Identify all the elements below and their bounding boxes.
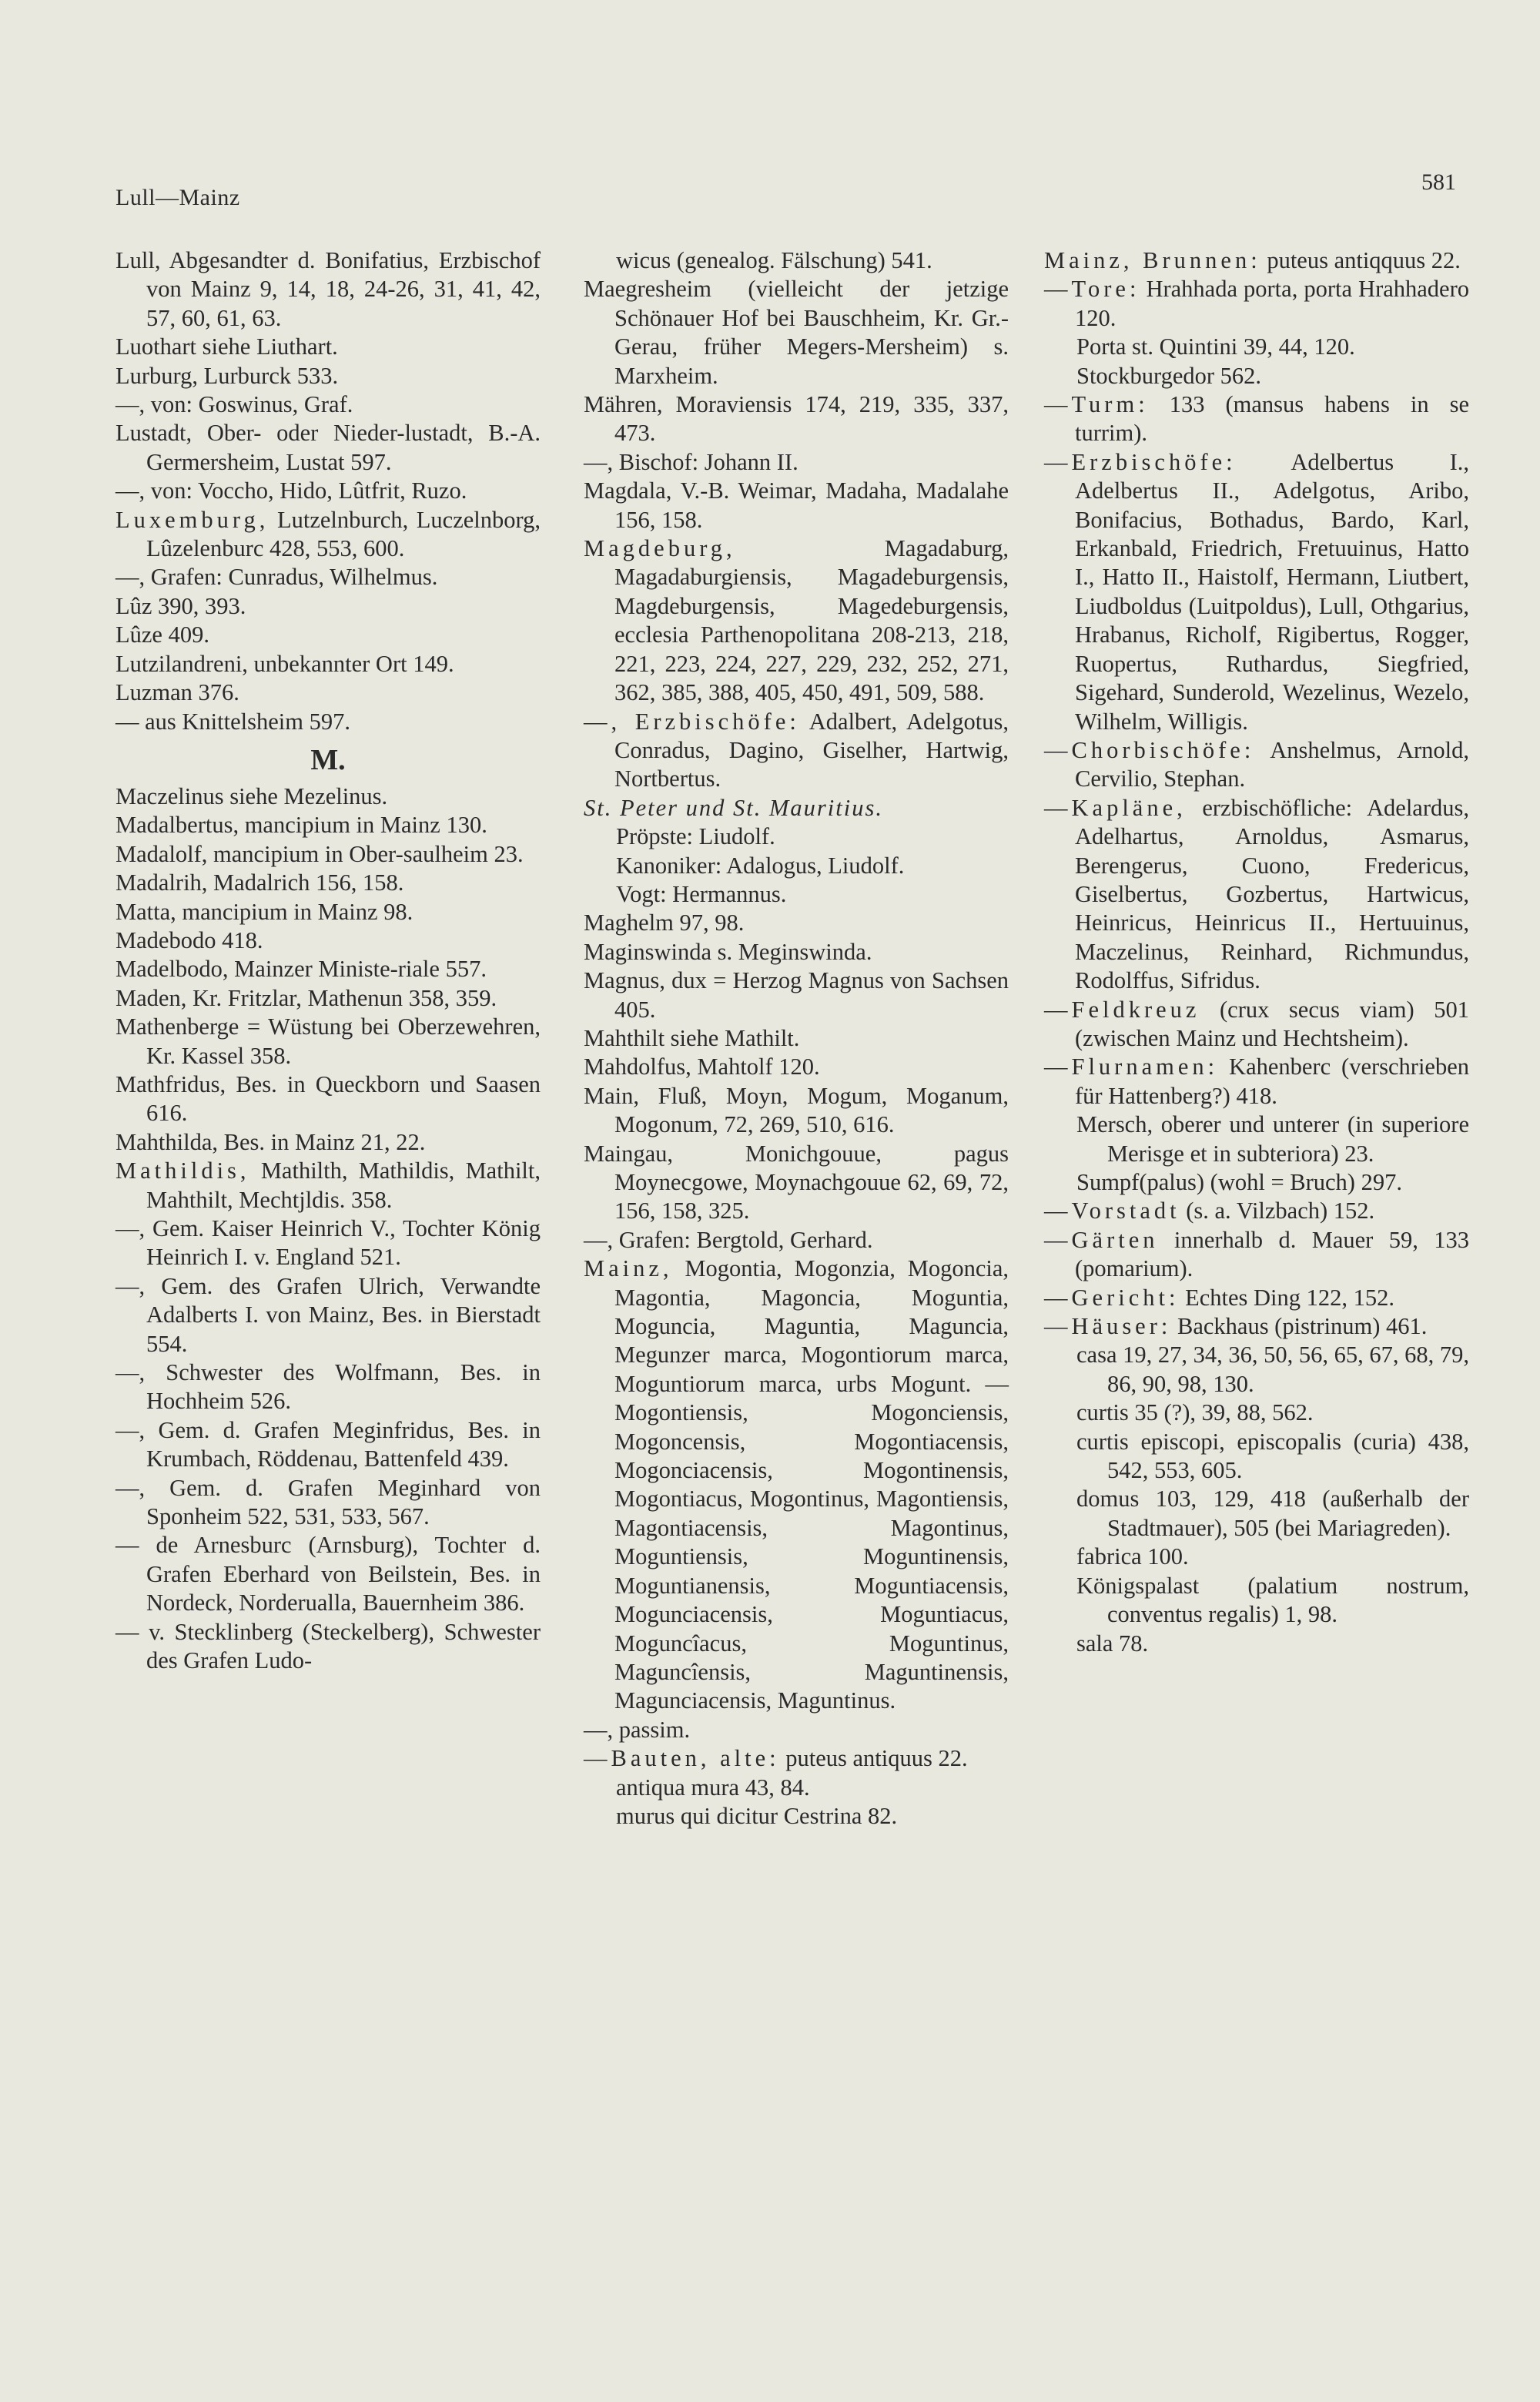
entry-text: Magadaburg, Magadaburgiensis, Magadeburgensis, Magdeburgensis, Magedeburgensis, ecclesia Parthenopolitana 208-213, 218, 221, 223, 224, 227, 229, 232, 252, 271, 362, 385, 388, 405, 450, 491, 509, 588. — [614, 535, 1009, 706]
entry-text: casa 19, 27, 34, 36, 50, 56, 65, 67, 68, 79, 86, 90, 98, 130. — [1076, 1342, 1469, 1397]
index-entry — [116, 811, 541, 839]
entry-lead: —Bauten, alte: — [584, 1745, 780, 1772]
entry-text: Madebodo 418. — [116, 926, 263, 953]
entry-text: Backhaus (pistrinum) 461. — [1171, 1313, 1428, 1340]
index-entry — [116, 678, 541, 707]
index-entry — [116, 1214, 541, 1272]
entry-text: Mogontia, Mogonzia, Mogoncia, Magontia, Magoncia, Moguntia, Moguncia, Maguntia, Maguncia, Megunzer marca, Mogontiorum marca, Moguntiorum marca, urbs Mogunt. — Mogontiensis, Mogonciensis, Mogoncensis, Mogontiacensis, Mogonciacensis, Mogontinensis, Mogontiacus, Mogontinus, Magontiensis, Magontiacensis, Magontinus, Moguntiensis, Moguntinensis, Moguntianensis, Moguntiacensis, Mogunciacensis, Moguntiacus, Moguncîacus, Moguntinus, Maguncîensis, Maguntinensis, Magunciacensis, Maguntinus. — [614, 1255, 1009, 1714]
index-entry — [1044, 1543, 1469, 1571]
entry-text: Mahdolfus, Mahtolf 120. — [584, 1054, 820, 1080]
entry-lead: —Gericht: — [1044, 1284, 1180, 1311]
index-entry — [116, 390, 541, 419]
entry-text: Maden, Kr. Fritzlar, Mathenun 358, 359. — [116, 984, 497, 1011]
entry-text: Maczelinus siehe Mezelinus. — [116, 782, 388, 809]
index-entry — [1044, 794, 1469, 996]
entry-text: Anshelmus, Arnold, Cervilio, Stephan. — [1075, 736, 1469, 792]
entry-text: Adelbertus I., Adelbertus II., Adelgotus, Aribo, Bonifacius, Bothadus, Bardo, Karl, Erkanbald, Friedrich, Fretuuinus, Hatto I., Hatto II., Haistolf, Hermann, Liutbert, Liudboldus (Luitpoldus), Lull, Othgarius, Hrabanus, Richolf, Rigibertus, Rogger, Ruopertus, Ruthardus, Siegfried, Sigehard, Sunderold, Wezelinus, Wezelo, Wilhelm, Willigis. — [1075, 448, 1469, 735]
index-entry — [584, 275, 1009, 390]
index-entry — [116, 506, 541, 564]
index-entry — [584, 246, 1009, 275]
index-entry — [116, 926, 541, 955]
entry-text: (s. a. Vilzbach) 152. — [1180, 1198, 1375, 1224]
entry-text: Kahenberc (verschrieben für Hattenberg?) 418. — [1075, 1054, 1469, 1109]
entry-text: Maingau, Monichgouue, pagus Moynecgowe, Moynachgouue 62, 69, 72, 156, 158, 325. — [584, 1140, 1009, 1224]
index-entry — [116, 592, 541, 621]
entry-text: Maghelm 97, 98. — [584, 910, 745, 936]
entry-text: Matta, mancipium in Mainz 98. — [116, 898, 413, 925]
index-entry — [116, 1013, 541, 1070]
entry-text: Lustadt, Ober- oder Nieder-lustadt, B.-A. Germersheim, Lustat 597. — [116, 420, 541, 475]
index-entry — [584, 794, 1009, 822]
entry-text: —, von: Voccho, Hido, Lûtfrit, Ruzo. — [116, 477, 467, 504]
index-entry — [116, 621, 541, 649]
entry-text: Luothart siehe Liuthart. — [116, 333, 338, 360]
index-entry — [116, 782, 541, 811]
entry-text: fabrica 100. — [1076, 1543, 1189, 1570]
entry-text: puteus antiqquus 22. — [1260, 247, 1461, 273]
index-entry — [116, 708, 541, 736]
index-column-3 — [1044, 246, 1469, 1658]
index-entry — [584, 1802, 1009, 1831]
index-entry — [584, 448, 1009, 477]
index-entry — [584, 1053, 1009, 1081]
entry-text: Mathenberge = Wüstung bei Oberzewehren, Kr. Kassel 358. — [116, 1013, 541, 1069]
index-entry — [116, 1618, 541, 1676]
entry-text: Madalbertus, mancipium in Mainz 130. — [116, 812, 487, 839]
index-entry — [116, 1128, 541, 1157]
index-entry — [584, 1744, 1009, 1773]
index-entry — [1044, 390, 1469, 448]
index-entry — [1044, 1485, 1469, 1543]
entry-text: —, passim. — [584, 1716, 691, 1743]
entry-text: Lûz 390, 393. — [116, 592, 246, 619]
entry-text: curtis 35 (?), 39, 88, 562. — [1076, 1399, 1314, 1426]
entry-text: —, von: Goswinus, Graf. — [116, 391, 353, 418]
index-entry — [1044, 362, 1469, 390]
entry-text: domus 103, 129, 418 (außerhalb der Stadtmauer), 505 (bei Mariagreden). — [1076, 1486, 1469, 1541]
entry-lead: —Turm: — [1044, 391, 1149, 418]
index-entry — [1044, 1168, 1469, 1197]
index-entry — [1044, 1341, 1469, 1399]
entry-text: —, Gem. des Grafen Ulrich, Verwandte Adalberts I. von Mainz, Bes. in Bierstadt 554. — [116, 1272, 541, 1357]
entry-text: —, Grafen: Bergtold, Gerhard. — [584, 1226, 873, 1253]
index-entry — [116, 650, 541, 678]
entry-text: Vogt: Hermannus. — [616, 880, 787, 907]
index-entry — [1044, 1312, 1469, 1341]
entry-text: Adalbert, Adelgotus, Conradus, Dagino, Giselher, Hartwig, Nortbertus. — [614, 708, 1009, 792]
entry-lead: —Gärten — [1044, 1226, 1159, 1253]
index-entry — [1044, 996, 1469, 1054]
index-entry — [584, 1082, 1009, 1140]
entry-text: — v. Stecklinberg (Steckelberg), Schwester des Grafen Ludo- — [116, 1618, 541, 1674]
entry-text: Königspalast (palatium nostrum, conventus regalis) 1, 98. — [1076, 1572, 1469, 1628]
entry-lead: —Tore: — [1044, 276, 1140, 303]
entry-lead: —Vorstadt — [1044, 1198, 1180, 1224]
index-entry — [584, 966, 1009, 1024]
entry-text: 133 (mansus habens in se turrim). — [1075, 391, 1469, 447]
index-column-2 — [584, 246, 1009, 1831]
index-entry — [584, 1226, 1009, 1255]
index-entry — [584, 880, 1009, 909]
index-entry — [116, 955, 541, 983]
index-entry — [116, 362, 541, 390]
index-entry — [584, 1024, 1009, 1053]
entry-text: Lutzilandreni, unbekannter Ort 149. — [116, 650, 454, 677]
index-entry — [1044, 1197, 1469, 1225]
index-entry — [1044, 1284, 1469, 1312]
entry-text: Madalolf, mancipium in Ober-saulheim 23. — [116, 840, 524, 867]
index-column-1 — [116, 246, 541, 1676]
entry-text: antiqua mura 43, 84. — [616, 1774, 810, 1801]
entry-lead: —Häuser: — [1044, 1313, 1172, 1340]
entry-text: curtis episcopi, episcopalis (curia) 438, 542, 553, 605. — [1076, 1428, 1469, 1484]
entry-text: Maginswinda s. Meginswinda. — [584, 938, 872, 965]
entry-text: Pröpste: Liudolf. — [616, 823, 775, 850]
entry-text: Mathfridus, Bes. in Queckborn und Saasen 616. — [116, 1070, 541, 1127]
index-entry — [584, 390, 1009, 448]
entry-text: Maegresheim (vielleicht der jetzige Schönauer Hof bei Bauschheim, Kr. Gr.-Gerau, früher Megers-Mersheim) s. Marxheim. — [584, 276, 1009, 389]
entry-lead: Mainz, Brunnen: — [1044, 247, 1261, 273]
index-entry — [116, 563, 541, 591]
entry-text: —, Bischof: Johann II. — [584, 448, 798, 475]
entry-text: murus qui dicitur Cestrina 82. — [616, 1802, 898, 1829]
index-entry — [584, 477, 1009, 534]
entry-text: puteus antiquus 22. — [779, 1745, 968, 1772]
index-entry — [584, 1255, 1009, 1716]
entry-text: Stockburgedor 562. — [1076, 362, 1262, 389]
entry-lead: —Chorbischöfe: — [1044, 736, 1255, 763]
index-entry — [116, 1070, 541, 1128]
entry-text: sala 78. — [1076, 1630, 1149, 1657]
entry-lead: —Kapläne, — [1044, 794, 1187, 821]
index-entry — [1044, 1053, 1469, 1111]
entry-lead: —Feldkreuz — [1044, 996, 1200, 1023]
index-entry — [116, 840, 541, 869]
entry-lead: —Erzbischöfe: — [1044, 448, 1237, 475]
index-entry — [584, 708, 1009, 794]
letter-heading: M. — [310, 743, 346, 776]
index-entry — [116, 869, 541, 897]
index-entry — [116, 1531, 541, 1617]
index-entry — [584, 909, 1009, 937]
entry-text: Magdala, V.-B. Weimar, Madaha, Madalahe 156, 158. — [584, 477, 1009, 533]
index-entry — [1044, 1428, 1469, 1486]
entry-text: —, Grafen: Cunradus, Wilhelmus. — [116, 564, 438, 591]
index-entry — [1044, 1226, 1469, 1284]
entry-text: Echtes Ding 122, 152. — [1179, 1284, 1394, 1311]
entry-lead: —, Erzbischöfe: — [584, 708, 800, 735]
entry-lead: Mathildis, — [116, 1157, 250, 1184]
index-entry — [116, 1416, 541, 1474]
entry-text: Porta st. Quintini 39, 44, 120. — [1076, 333, 1355, 360]
index-entry — [116, 477, 541, 505]
entry-lead: Luxemburg, — [116, 506, 270, 533]
index-entry — [116, 333, 541, 361]
index-entry — [116, 1157, 541, 1214]
entry-text: (crux secus viam) 501 (zwischen Mainz und Hechtsheim). — [1075, 996, 1469, 1051]
index-entry — [584, 1140, 1009, 1226]
entry-text: Mahthilt siehe Mathilt. — [584, 1024, 800, 1051]
entry-text: — aus Knittelsheim 597. — [116, 708, 350, 735]
index-entry — [116, 984, 541, 1013]
entry-text: Mahthilda, Bes. in Mainz 21, 22. — [116, 1128, 426, 1155]
index-entry — [116, 246, 541, 333]
entry-text: wicus (genealog. Fälschung) 541. — [616, 247, 932, 273]
entry-text: Mathilth, Mathildis, Mathilt, Mahthilt, Mechtjldis. 358. — [146, 1157, 541, 1213]
entry-text: Lurburg, Lurburck 533. — [116, 362, 339, 389]
entry-text: —, Schwester des Wolfmann, Bes. in Hochheim 526. — [116, 1359, 541, 1415]
entry-text: Magnus, dux = Herzog Magnus von Sachsen 405. — [584, 967, 1009, 1023]
index-entry — [1044, 275, 1469, 333]
index-entry — [1044, 1572, 1469, 1630]
index-entry — [1044, 1630, 1469, 1658]
entry-lead: Mainz, — [584, 1255, 673, 1282]
index-entry — [116, 1474, 541, 1532]
entry-text: erzbischöfliche: Adelardus, Adelhartus, Arnoldus, Asmarus, Berengerus, Cuono, Fredericus, Giselbertus, Gozbertus, Hartwicus, Heinricus, Heinricus II., Hertuuinus, Maczelinus, Reinhard, Richmundus, Rodolffus, Sifridus. — [1075, 794, 1469, 994]
index-entry — [584, 534, 1009, 707]
entry-text: — de Arnesburc (Arnsburg), Tochter d. Grafen Eberhard von Beilstein, Bes. in Nordeck, Norderualla, Bauernheim 386. — [116, 1532, 541, 1616]
entry-text: Madalrih, Madalrich 156, 158. — [116, 869, 404, 896]
entry-text: Mersch, oberer und unterer (in superiore Merisge et in subteriora) 23. — [1076, 1111, 1469, 1167]
entry-text: Lûze 409. — [116, 621, 209, 648]
entry-text: —, Gem. d. Grafen Meginfridus, Bes. in Krumbach, Röddenau, Battenfeld 439. — [116, 1416, 541, 1472]
entry-text: innerhalb d. Mauer 59, 133 (pomarium). — [1075, 1226, 1469, 1282]
entry-text: Sumpf(palus) (wohl = Bruch) 297. — [1076, 1169, 1402, 1195]
index-entry — [584, 1716, 1009, 1744]
entry-text: Lull, Abgesandter d. Bonifatius, Erzbischof von Mainz 9, 14, 18, 24-26, 31, 41, 42, 57, 60, 61, 63. — [116, 247, 541, 331]
index-entry — [1044, 246, 1469, 275]
index-entry — [116, 419, 541, 477]
entry-text: —, Gem. Kaiser Heinrich V., Tochter König Heinrich I. v. England 521. — [116, 1215, 541, 1271]
index-entry — [584, 1774, 1009, 1802]
entry-text: Lutzelnburch, Luczelnborg, Lûzelenburc 428, 553, 600. — [146, 506, 541, 562]
entry-text: Luzman 376. — [116, 679, 239, 706]
entry-text: Main, Fluß, Moyn, Mogum, Moganum, Mogonum, 72, 269, 510, 616. — [584, 1082, 1009, 1138]
index-entry — [584, 852, 1009, 880]
entry-text: Kanoniker: Adalogus, Liudolf. — [616, 852, 905, 879]
index-entry — [116, 1272, 541, 1358]
index-entry — [584, 938, 1009, 966]
entry-lead: —Flurnamen: — [1044, 1054, 1219, 1080]
index-entry — [1044, 1111, 1469, 1168]
entry-text: St. Peter und St. Mauritius. — [584, 794, 883, 821]
entry-lead: Magdeburg, — [584, 535, 736, 562]
index-entry — [116, 898, 541, 926]
entry-text: —, Gem. d. Grafen Meginhard von Sponheim 522, 531, 533, 567. — [116, 1474, 541, 1530]
entry-text: Madelbodo, Mainzer Ministe-riale 557. — [116, 956, 487, 983]
index-entry — [584, 822, 1009, 851]
entry-text: Mähren, Moraviensis 174, 219, 335, 337, 473. — [584, 391, 1009, 447]
index-entry — [116, 1358, 541, 1416]
entry-text: Hrahhada porta, porta Hrahhadero 120. — [1075, 276, 1469, 331]
running-head: Lull—Mainz — [116, 185, 240, 210]
page-number: 581 — [1421, 169, 1456, 195]
index-entry — [1044, 736, 1469, 794]
index-entry — [1044, 333, 1469, 361]
index-entry — [1044, 448, 1469, 736]
index-entry — [1044, 1399, 1469, 1427]
